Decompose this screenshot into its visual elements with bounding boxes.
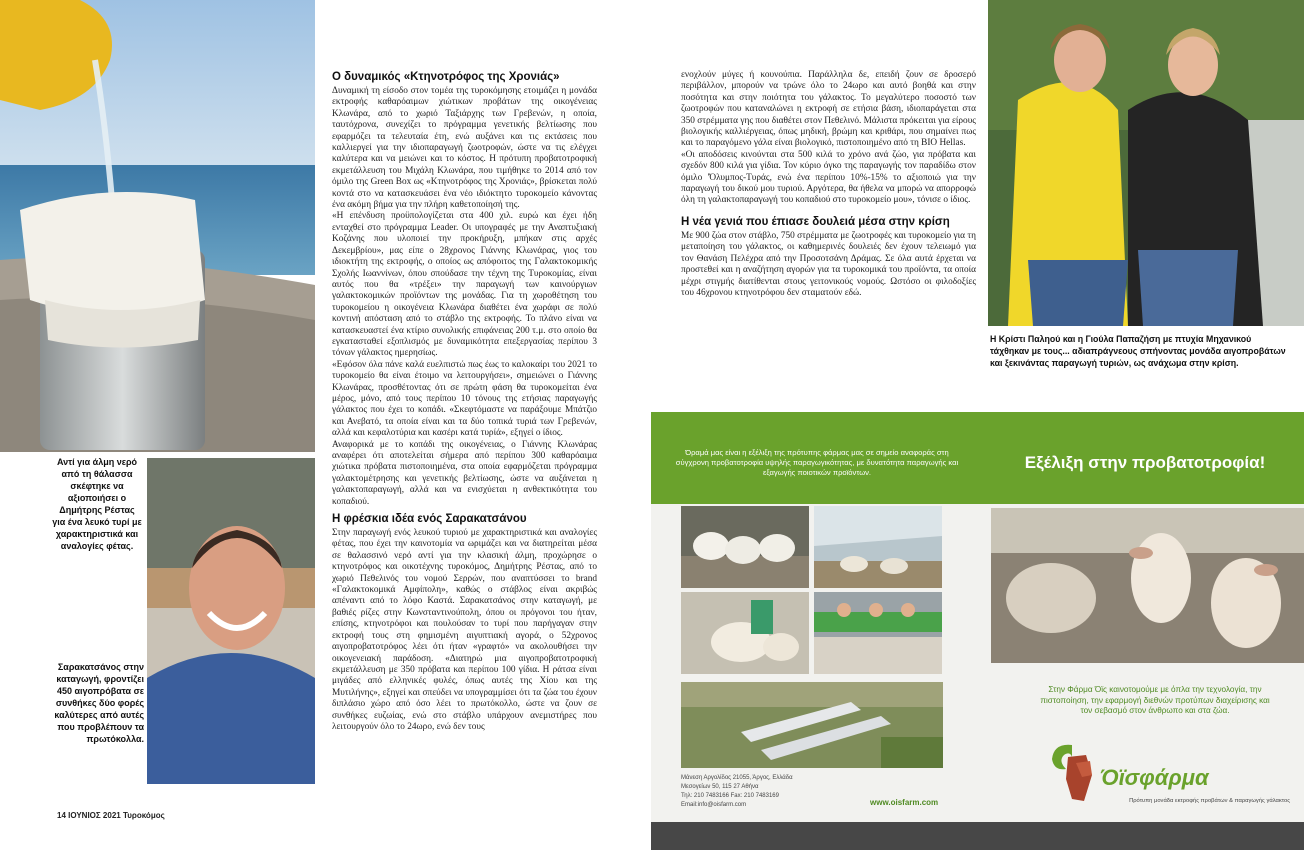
ad-intro-text: Όραμά μας είναι η εξέλιξη της πρότυπης φάρμας μας σε σημείο αναφοράς στη σύγχρονη προβατοτροφία υψηλής παραγωγικότητας, με δυνατότητα παραγωγής και εξαγωγής ποιοτικών προϊόντων. xyxy=(675,448,959,477)
ad-photo-barn-interior xyxy=(814,506,942,588)
ad-headline: Εξέλιξη στην προβατοτροφία! xyxy=(1024,453,1266,472)
brand-tagline: Πρότυπη μονάδα εκτροφής προβάτων & παραγωγής γάλακτος xyxy=(1129,798,1290,804)
ad-address-1: Μάνεση Αργολίδος 21055, Άργος, Ελλάδα xyxy=(681,775,793,781)
ad-body-text: Στην Φάρμα Όϊς καινοτομούμε με όπλα την τεχνολογία, την πιστοποίηση, την εφαρμογή διεθνών προτύπων διαχείρισης και τον σεβασμό στον άνθρωπο και στα ζώα. xyxy=(1040,685,1270,715)
heading-kitnotrofos: Ο δυναμικός «Κτηνοτρόφος της Χρονιάς» xyxy=(332,71,560,83)
ad-photo-lambs-bottle xyxy=(681,592,809,674)
ad-email[interactable]: Email:info@oisfarm.com xyxy=(681,802,747,808)
ram-logo-icon xyxy=(1046,735,1098,805)
article-paragraph: Στην παραγωγή ενός λευκού τυριού με χαρακτηριστικά και αναλογίες φέτας, που έχει την καινοτομία να ωριμάζει και να διατηρείται μέσα σε θαλασσινό νερό αντί για την κλασική άλμη, προχώρησε ο κτηνοτρόφος και οικοτέχνης τυροκόμος, Δημήτρης Ρέστας, από το χωριό Πεθελινός του νομού Σερρών, που αναπτύσσει το brand «Γαλακτοκομικά Αμφίπολη», καθώς ο στάβλος είναι ακριβώς απέναντι από το λόφο Καστά. Σαρακατσάνος στην καταγωγή, με βαθιές ρίζες στην Κωνσταντινούπολη, όπου οι πρόγονοι του ήταν, επίσης, κτηνοτρόφοι και πουλούσαν το τυρί που παρήγαγαν στην εκτροφή τους στη φημισμένη αιγυπτιακή αγορά, ο 52χρονος αιγοπροβατοτρόφος λέει ότι ήταν «γραφτό» να ακολουθήσει την οικογενειακή παράδοση. «Διατηρώ μια αιγοπροβατοτροφική εκμετάλλευση με 350 πρόβατα και περίπου 100 γίδια. Η ράτσα είναι μιγάδες από ελληνικές φυλές, όπως αυτές της Χίου και της Μυτιλήνης», εξηγεί και σπεύδει να υπογραμμίσει ότι τα ζώα του έχουν διπλάσιο χώρο από όσο λέει το πρωτόκολλο, ώστε να ζουν σε συνθήκες ευζωίας, ενώ στο στάβλο υπάρχουν ανεμιστήρες που λειτουργούν όλο το 24ωρο, ενώ δεν τους xyxy=(332,528,597,732)
ad-address-2: Μεσογείων 50, 115 27 Αθήνα xyxy=(681,784,759,790)
page-footer: 14 ΙΟΥΝΙΟΣ 2021 Τυροκόμος xyxy=(57,811,165,820)
article-column-left xyxy=(332,70,597,785)
two-women-photo xyxy=(988,0,1304,326)
heading-nea-genia: Η νέα γενιά που έπιασε δουλειά μέσα στην κρίση xyxy=(681,215,950,228)
article-column-right xyxy=(681,70,976,370)
article-paragraph: ενοχλούν μύγες ή κουνούπια. Παράλληλα δε, επειδή ζουν σε δροσερό περιβάλλον, μπορούν να τρώνε όλο το 24ωρο και αυτό βοηθά και στην ποσότητα και στην ποιότητα του γάλακτος. Το μεγαλύτερο ποσοστό των ζωοτροφών που καταναλώνει η εκτροφή σε ετήσια βάση, ιδιοπαράγεται στα 350 στρέμματα γης που διαθέτει στον Πεθελινό. Μάλιστα πρόκειται για είρους βιολογικής καλλιέργειας, όπως μηδική, βρώμη και κριθάρι, που σημαίνει πως και το παραγόμενο γάλα είναι βιολογικό, πιστοποιημένο από τη BIO Hellas. xyxy=(681,70,976,149)
ad-photo-sheep-feeding xyxy=(681,506,809,588)
ad-photo-milking-parlor xyxy=(814,592,942,674)
caption-two-women: Η Κρίστι Παληού και η Γιούλα Παπαζήση με πτυχία Μηχανικού τάχθηκαν με τους... αδιαπράγνεους σπήνοντας μονάδα αιγοπροβάτων και ξεκινάντας παραγωγή τυριών, ως ανάχωμα στην κρίση. xyxy=(990,334,1286,368)
ad-bottom-bar xyxy=(651,822,1304,850)
article-paragraph: Με 900 ζώα στον στάβλο, 750 στρέμματα με ζωοτροφές και τυροκομείο για τη μεταποίηση του γάλακτος, οι καθημερινές δουλειές δεν έχουν τελειωμό για τον Θανάση Πελέχρα από την Προσοτσάνη Δράμας. Σε όλα αυτά έρχεται να προστεθεί και η αναζήτηση αγορών για τα τυροκομικά του προϊόντα, τα οποία μέχρι στιγμής διατίθενται στους γειτονικούς νομούς. Ωστόσο οι φιλοδοξίες του 46χρονου κτηνοτρόφου δεν σταματούν εδώ. xyxy=(681,230,976,298)
article-paragraph: Αναφορικά με το κοπάδι της οικογένειας, ο Γιάννης Κλωνάρας αναφέρει ότι αποτελείται σήμερα από περίπου 300 καθαρόαιμα χιώτικα πρόβατα πιστοποιημένα, στα οποία εφαρμόζεται πρόγραμμα γαλακτομέτρησης και γενετικής βελτίωσης, ώστε να αυξάνεται η γαλακτοπαραγωγή, αλλά και να ενισχύεται η ανθεκτικότητα του κοπαδιού. xyxy=(332,439,597,507)
ad-website-link[interactable]: www.oisfarm.com xyxy=(870,798,939,807)
article-paragraph: «Εφόσον όλα πάνε καλά ευελπιστώ πως έως το καλοκαίρι του 2021 το τυροκομείο θα είναι έτοιμο να λειτουργήσει», σημειώνει ο Γιάννης Κλωνάρας, προσθέτοντας ότι σε πρώτη φάση θα τυροκομείται ένα μέρος, μόνο, από τους περίπου 10 τόνους της ετήσιας παραγωγής γάλακτος που έχει το κοπάδι. «Σκεφτόμαστε να παράξουμε Μπάτζιο και Ανεβατό, τα οποία είναι και τα δύο τοπικά τυριά των Γρεβενών, αλλά και κεφαλοτύρια και κασέρι κατά τυρίά», εξηγεί ο ίδιος. xyxy=(332,359,597,439)
ad-photo-farm-aerial xyxy=(681,682,943,768)
seaside-cheese-photo xyxy=(0,0,315,452)
article-paragraph: «Οι αποδόσεις κινούνται στα 500 κιλά το χρόνο ανά ζώο, για πρόβατα και σχεδόν 800 κιλά για γίδια. Τον κύριο όγκο της παραγωγής τον παραδίδω στον όμιλο 'Όλυμπος-Τυράς, ενώ ένα περίπου 10%-15% το αξιοποιώ για την παραγωγή του δικού μου τυριού. Αργότερα, θα ήθελα να μπορώ να απορροφώ όλη τη γαλακτοπαραγωγή του κοπαδιού στο τυροκομείο μου», τόνισε ο ίδιος. xyxy=(681,149,976,206)
ad-phone: Τηλ: 210 7483166 Fax: 210 7483169 xyxy=(681,793,779,799)
caption-seaside: Αντί για άλμη νερό από τη θάλασσα σκέφτηκε να αξιοποιήσει ο Δημήτρης Ρέστας για ένα λευκό τυρί με χαρακτηριστικά και αναλογίες φέτας. xyxy=(52,457,142,551)
heading-sarakatsanos: Η φρέσκια ιδέα ενός Σαρακατσάνου xyxy=(332,513,527,526)
ad-sheep-closeup-photo xyxy=(991,508,1304,663)
article-paragraph: Δυναμική τη είσοδο στον τομέα της τυροκόμησης ετοιμάζει η μονάδα εκτροφής καθαρόαιμων χιώτικων προβάτων της οικογένειας Κλωνάρα, από το χωριό Ταξιάρχης των Γρεβενών, η οποία, ταυτόχρονα, συνεχίζει το πρόγραμμα γενετικής βελτίωσης που εφαρμόζει τα τελευταία έτη, ενώ αυξάνει και τις εκτάσεις που καλλιεργεί για την ιδιοπαραγωγή ζωοτροφών, ώστε να τις ελέγχει καλύτερα και να μειώνει και το κόστος. Η πρότυπη προβατοτροφική εκμετάλλευση του Μιχάλη Κλωνάρα, που τιμήθηκε το 2014 από τον όμιλο της Green Box ως «Κτηνοτρόφος της Χρονιάς», βρίσκεται πολύ κοντά στο να κατασκευάσει ένα νέο ιδιόκτητο τυροκομείο κάνοντας ένα ακόμη βήμα για την πλήρη καθετοποίησή της. xyxy=(332,86,597,211)
caption-farmer: Σαρακατσάνος στην καταγωγή, φροντίζει 450 αιγοπρόβατα σε συνθήκες δύο φορές καλύτερες από αυτές που προβλέπουν τα πρωτόκολλα. xyxy=(54,662,144,744)
brand-logo-text: Όϊσφάρμα xyxy=(1100,765,1209,790)
farmer-portrait-photo xyxy=(147,458,315,784)
article-paragraph: «Η επένδυση προϋπολογίζεται στα 400 χιλ. ευρώ και έχει ήδη ενταχθεί στο πρόγραμμα Leader. Οι υπογραφές με την Αναπτυξιακή Κοζάνης που υλοποιεί την προκήρυξη, μπήκαν στις αρχές Δεκεμβρίου», μας είπε ο 28χρονος Γιάννης Κλωνάρας, γιος του ιδιοκτήτη της εκτροφής, ο οποίος ως απόφοιτος της Γαλακτοκομικής Σχολής Ιωαννίνων, όπου σπούδασε την τέχνη της Τυροκομίας, είναι αυτός που θα «τρέξει» την παραγωγή των καινούργιων γαλακτοκομικών προϊόντων της μονάδας. Για τη χωροθέτηση του τυροκομείου η οικογένεια Κλωνάρα διαθέτει ένα χωράφι σε πολύ κοντινή απόσταση από το στάβλο της εκτροφής. Το πλάνο είναι να κατασκευαστεί ένα κτίριο συνολικής επιφάνειας 200 τ.μ. στο οποίο θα εγκατασταθεί εξοπλισμός με δυναμικότητα επεξεργασίας περίπου 3 τόνων γάλακτος ημερησίως. xyxy=(332,211,597,359)
